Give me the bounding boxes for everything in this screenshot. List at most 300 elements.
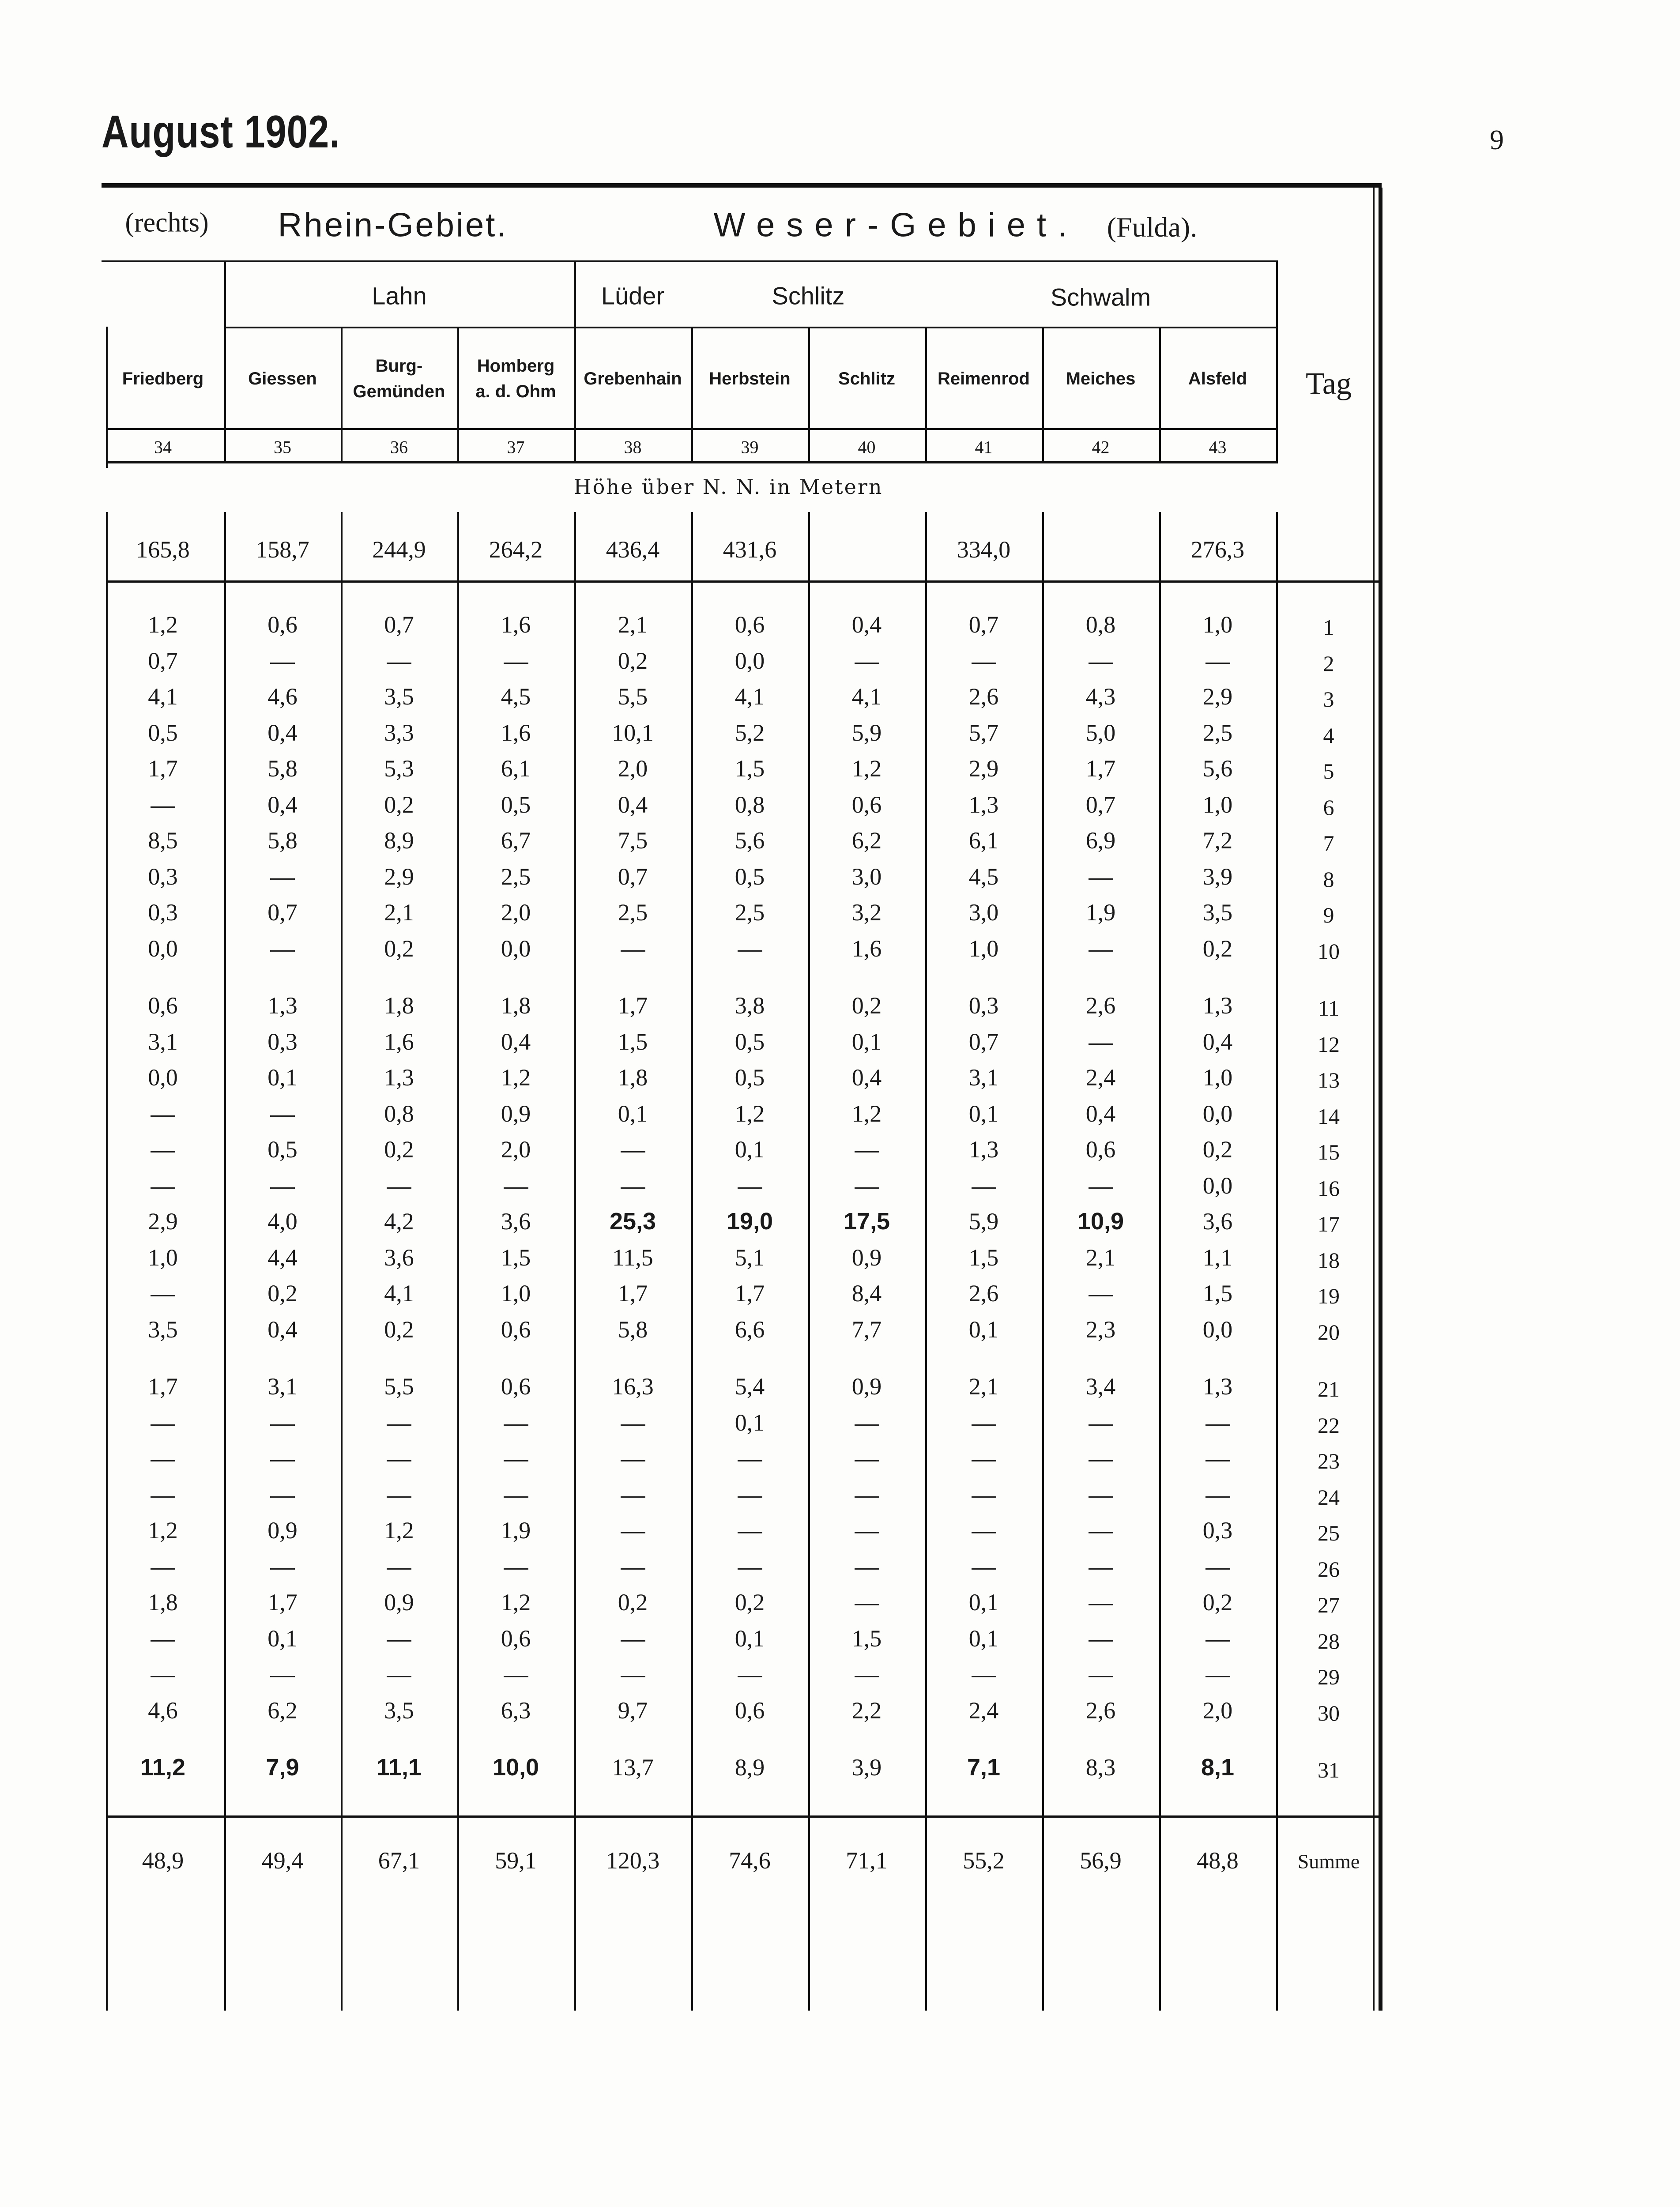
value-day26-col39 bbox=[738, 1553, 762, 1580]
value-day4-col36: 3,3 bbox=[384, 719, 414, 746]
weser-region-label: Weser-Gebiet. bbox=[713, 206, 1079, 244]
sum-value-42: 56,9 bbox=[1080, 1847, 1122, 1874]
value-day4-col39: 5,2 bbox=[735, 719, 765, 746]
value-day9-col41: 3,0 bbox=[968, 899, 999, 926]
value-day17-col34: 2,9 bbox=[148, 1208, 178, 1235]
value-day25-col43: 0,3 bbox=[1202, 1517, 1233, 1544]
column-rule-5-body bbox=[691, 512, 693, 2011]
day-label-28: 28 bbox=[1318, 1628, 1340, 1653]
dash-mark bbox=[270, 950, 295, 952]
value-day21-col35: 3,1 bbox=[267, 1373, 298, 1400]
value-day13-col40: 0,4 bbox=[851, 1064, 882, 1091]
value-day15-col37: 2,0 bbox=[501, 1136, 531, 1163]
value-day17-col38: 25,3 bbox=[609, 1208, 656, 1235]
value-day6-col43: 1,0 bbox=[1202, 791, 1233, 818]
value-day10-col39 bbox=[738, 935, 762, 962]
value-day20-col35: 0,4 bbox=[267, 1316, 298, 1343]
value-day9-col42: 1,9 bbox=[1085, 899, 1116, 926]
value-day20-col41: 0,1 bbox=[968, 1316, 999, 1343]
dash-mark bbox=[504, 1424, 528, 1426]
value-day28-col38 bbox=[621, 1625, 645, 1652]
dash-mark bbox=[855, 1424, 879, 1426]
dash-mark bbox=[1089, 1295, 1113, 1296]
value-day16-col37 bbox=[504, 1172, 528, 1199]
dash-mark bbox=[738, 950, 762, 952]
dash-mark bbox=[1205, 1460, 1230, 1461]
station-number-41: 41 bbox=[975, 437, 993, 457]
value-day16-col34 bbox=[151, 1172, 175, 1199]
value-day2-col35 bbox=[270, 647, 295, 674]
sum-value-38: 120,3 bbox=[606, 1847, 660, 1874]
fulda-label: (Fulda). bbox=[1107, 211, 1198, 243]
value-day22-col40 bbox=[855, 1409, 879, 1436]
dash-mark bbox=[738, 1460, 762, 1461]
station-number-39: 39 bbox=[741, 437, 759, 457]
dash-mark bbox=[270, 1424, 295, 1426]
value-day4-col34: 0,5 bbox=[148, 719, 178, 746]
value-day20-col39: 6,6 bbox=[735, 1316, 765, 1343]
dash-mark bbox=[855, 1676, 879, 1677]
day-label-1: 1 bbox=[1323, 615, 1334, 640]
value-day13-col39: 0,5 bbox=[735, 1064, 765, 1091]
value-day3-col34: 4,1 bbox=[148, 683, 178, 710]
day-label-30: 30 bbox=[1318, 1700, 1340, 1725]
dash-mark bbox=[1205, 1424, 1230, 1426]
value-day1-col42: 0,8 bbox=[1085, 611, 1116, 638]
value-day18-col35: 4,4 bbox=[267, 1244, 298, 1271]
page-title: August 1902. bbox=[102, 106, 340, 158]
day-label-2: 2 bbox=[1323, 651, 1334, 676]
value-day21-col38: 16,3 bbox=[612, 1373, 654, 1400]
value-day2-col41 bbox=[972, 647, 996, 674]
value-day8-col37: 2,5 bbox=[501, 863, 531, 890]
value-day30-col36: 3,5 bbox=[384, 1697, 414, 1724]
value-day12-col38: 1,5 bbox=[618, 1028, 648, 1055]
value-day30-col43: 2,0 bbox=[1202, 1697, 1233, 1724]
value-day10-col41: 1,0 bbox=[968, 935, 999, 962]
dash-mark bbox=[1205, 1496, 1230, 1498]
value-day18-col41: 1,5 bbox=[968, 1244, 999, 1271]
tag-label: Tag bbox=[1306, 367, 1352, 401]
value-day24-col37 bbox=[504, 1481, 528, 1508]
value-day6-col42: 0,7 bbox=[1085, 791, 1116, 818]
dash-mark bbox=[151, 1568, 175, 1570]
dash-mark bbox=[504, 1460, 528, 1461]
value-day27-col38: 0,2 bbox=[618, 1589, 648, 1616]
dash-mark bbox=[1205, 663, 1230, 664]
station-number-40: 40 bbox=[858, 437, 876, 457]
value-day26-col36 bbox=[387, 1553, 411, 1580]
value-day30-col42: 2,6 bbox=[1085, 1697, 1116, 1724]
value-day10-col38 bbox=[621, 935, 645, 962]
value-day17-col35: 4,0 bbox=[267, 1208, 298, 1235]
dash-mark bbox=[151, 1295, 175, 1296]
value-day30-col39: 0,6 bbox=[735, 1697, 765, 1724]
value-day3-col40: 4,1 bbox=[851, 683, 882, 710]
value-day20-col43: 0,0 bbox=[1202, 1316, 1233, 1343]
value-day5-col37: 6,1 bbox=[501, 755, 531, 782]
left-edge-lower-rule bbox=[106, 512, 108, 2011]
value-day9-col34: 0,3 bbox=[148, 899, 178, 926]
value-day22-col38 bbox=[621, 1409, 645, 1436]
value-day18-col42: 2,1 bbox=[1085, 1244, 1116, 1271]
value-day10-col35 bbox=[270, 935, 295, 962]
dash-mark bbox=[621, 1676, 645, 1677]
value-day14-col42: 0,4 bbox=[1085, 1100, 1116, 1127]
value-day10-col40: 1,6 bbox=[851, 935, 882, 962]
value-day24-col40 bbox=[855, 1481, 879, 1508]
day-label-13: 13 bbox=[1318, 1068, 1340, 1092]
value-day21-col42: 3,4 bbox=[1085, 1373, 1116, 1400]
dash-mark bbox=[1089, 1532, 1113, 1533]
value-day25-col40 bbox=[855, 1517, 879, 1544]
value-day14-col43: 0,0 bbox=[1202, 1100, 1233, 1127]
value-day7-col37: 6,7 bbox=[501, 827, 531, 854]
day-label-8: 8 bbox=[1323, 866, 1334, 892]
value-day20-col34: 3,5 bbox=[148, 1316, 178, 1343]
value-day9-col40: 3,2 bbox=[851, 899, 882, 926]
column-rule-1-head bbox=[224, 260, 226, 463]
value-day30-col41: 2,4 bbox=[968, 1697, 999, 1724]
value-day14-col39: 1,2 bbox=[735, 1100, 765, 1127]
value-day8-col42 bbox=[1089, 863, 1113, 890]
value-day19-col42 bbox=[1089, 1280, 1113, 1307]
value-day1-col36: 0,7 bbox=[384, 611, 414, 638]
value-day3-col36: 3,5 bbox=[384, 683, 414, 710]
dash-mark bbox=[621, 1151, 645, 1152]
value-day24-col34 bbox=[151, 1481, 175, 1508]
dash-mark bbox=[270, 1496, 295, 1498]
summe-label: Summe bbox=[1297, 1850, 1360, 1873]
value-day10-col42 bbox=[1089, 935, 1113, 962]
value-day22-col41 bbox=[972, 1409, 996, 1436]
sum-value-41: 55,2 bbox=[963, 1847, 1005, 1874]
dash-mark bbox=[1089, 950, 1113, 952]
value-day30-col34: 4,6 bbox=[148, 1697, 178, 1724]
value-day16-col40 bbox=[855, 1172, 879, 1199]
value-day11-col42: 2,6 bbox=[1085, 992, 1116, 1019]
station-name-2: Giessen bbox=[248, 369, 317, 388]
value-day2-col42 bbox=[1089, 647, 1113, 674]
value-day26-col42 bbox=[1089, 1553, 1113, 1580]
station-height-38: 436,4 bbox=[606, 536, 660, 563]
dash-mark bbox=[1089, 1676, 1113, 1677]
column-rule-9-body bbox=[1159, 512, 1161, 2011]
station-name-7: Schlitz bbox=[838, 369, 895, 388]
value-day16-col36 bbox=[387, 1172, 411, 1199]
value-day12-col35: 0,3 bbox=[267, 1028, 298, 1055]
dash-mark bbox=[621, 1187, 645, 1189]
dash-mark bbox=[855, 663, 879, 664]
value-day13-col36: 1,3 bbox=[384, 1064, 414, 1091]
column-rule-4-body bbox=[574, 512, 576, 2011]
dash-mark bbox=[387, 1424, 411, 1426]
value-day25-col37: 1,9 bbox=[501, 1517, 531, 1544]
value-day25-col38 bbox=[621, 1517, 645, 1544]
column-rule-3-head bbox=[457, 327, 459, 463]
dash-mark bbox=[504, 1496, 528, 1498]
station-height-34: 165,8 bbox=[136, 536, 190, 563]
value-day23-col39 bbox=[738, 1445, 762, 1472]
sum-top-rule bbox=[106, 1815, 1382, 1818]
dash-mark bbox=[972, 1676, 996, 1677]
value-day26-col41 bbox=[972, 1553, 996, 1580]
dash-mark bbox=[738, 1676, 762, 1677]
value-day30-col37: 6,3 bbox=[501, 1697, 531, 1724]
value-day23-col35 bbox=[270, 1445, 295, 1472]
day-label-15: 15 bbox=[1318, 1140, 1340, 1164]
column-rule-1-body bbox=[224, 512, 226, 2011]
value-day15-col43: 0,2 bbox=[1202, 1136, 1233, 1163]
value-day29-col34 bbox=[151, 1661, 175, 1688]
rechts-label: (rechts) bbox=[125, 207, 209, 238]
day-label-29: 29 bbox=[1318, 1665, 1340, 1689]
dash-mark bbox=[151, 1496, 175, 1498]
value-day26-col38 bbox=[621, 1553, 645, 1580]
value-day23-col37 bbox=[504, 1445, 528, 1472]
value-day4-col40: 5,9 bbox=[851, 719, 882, 746]
value-day21-col34: 1,7 bbox=[148, 1373, 178, 1400]
value-day31-col36: 11,1 bbox=[376, 1754, 422, 1781]
station-name-4: Homberg a. d. Ohm bbox=[475, 356, 556, 401]
value-day12-col43: 0,4 bbox=[1202, 1028, 1233, 1055]
value-day4-col38: 10,1 bbox=[612, 719, 654, 746]
dash-mark bbox=[1089, 1604, 1113, 1605]
day-label-25: 25 bbox=[1318, 1521, 1340, 1545]
value-day18-col40: 0,9 bbox=[851, 1244, 882, 1271]
dash-mark bbox=[738, 1187, 762, 1189]
value-day21-col40: 0,9 bbox=[851, 1373, 882, 1400]
day-label-12: 12 bbox=[1318, 1032, 1340, 1057]
value-day18-col34: 1,0 bbox=[148, 1244, 178, 1271]
value-day26-col40 bbox=[855, 1553, 879, 1580]
value-day6-col39: 0,8 bbox=[735, 791, 765, 818]
value-day22-col36 bbox=[387, 1409, 411, 1436]
sum-value-40: 71,1 bbox=[846, 1847, 888, 1874]
value-day3-col41: 2,6 bbox=[968, 683, 999, 710]
value-day24-col36 bbox=[387, 1481, 411, 1508]
dash-mark bbox=[972, 1424, 996, 1426]
value-day30-col35: 6,2 bbox=[267, 1697, 298, 1724]
value-day5-col34: 1,7 bbox=[148, 755, 178, 782]
value-day8-col39: 0,5 bbox=[735, 863, 765, 890]
value-day18-col36: 3,6 bbox=[384, 1244, 414, 1271]
dash-mark bbox=[855, 1187, 879, 1189]
value-day6-col34 bbox=[151, 791, 175, 818]
page-number: 9 bbox=[1490, 124, 1504, 155]
dash-mark bbox=[621, 1532, 645, 1533]
group-header-rule bbox=[224, 327, 1277, 328]
value-day15-col39: 0,1 bbox=[735, 1136, 765, 1163]
value-day20-col40: 7,7 bbox=[851, 1316, 882, 1343]
river-group-schwalm: Schwalm bbox=[1050, 283, 1151, 311]
station-height-41: 334,0 bbox=[957, 536, 1011, 563]
value-day1-col39: 0,6 bbox=[735, 611, 765, 638]
value-day12-col36: 1,6 bbox=[384, 1028, 414, 1055]
dash-mark bbox=[1089, 1043, 1113, 1045]
column-rule-2-body bbox=[341, 512, 343, 2011]
value-day16-col42 bbox=[1089, 1172, 1113, 1199]
dash-mark bbox=[621, 1568, 645, 1570]
value-day10-col37: 0,0 bbox=[501, 935, 531, 962]
column-rule-2-head bbox=[341, 327, 343, 463]
dash-mark bbox=[387, 1676, 411, 1677]
value-day3-col38: 5,5 bbox=[618, 683, 648, 710]
value-day6-col41: 1,3 bbox=[968, 791, 999, 818]
value-day9-col35: 0,7 bbox=[267, 899, 298, 926]
value-day17-col36: 4,2 bbox=[384, 1208, 414, 1235]
sum-value-37: 59,1 bbox=[495, 1847, 537, 1874]
dash-mark bbox=[972, 1187, 996, 1189]
column-rule-7-body bbox=[925, 512, 927, 2011]
value-day18-col38: 11,5 bbox=[612, 1244, 653, 1271]
dash-mark bbox=[151, 806, 175, 808]
value-day29-col36 bbox=[387, 1661, 411, 1688]
dash-mark bbox=[855, 1532, 879, 1533]
value-day4-col35: 0,4 bbox=[267, 719, 298, 746]
value-day28-col41: 0,1 bbox=[968, 1625, 999, 1652]
value-day5-col41: 2,9 bbox=[968, 755, 999, 782]
dash-mark bbox=[621, 1460, 645, 1461]
dash-mark bbox=[1089, 1496, 1113, 1498]
value-day1-col41: 0,7 bbox=[968, 611, 999, 638]
column-rule-7-head bbox=[925, 327, 927, 463]
value-day29-col35 bbox=[270, 1661, 295, 1688]
column-rule-4-head bbox=[574, 260, 576, 463]
column-rule-10-head bbox=[1276, 260, 1278, 463]
value-day28-col40: 1,5 bbox=[851, 1625, 882, 1652]
value-day7-col34: 8,5 bbox=[148, 827, 178, 854]
value-day14-col35 bbox=[270, 1100, 295, 1127]
value-day11-col40: 0,2 bbox=[851, 992, 882, 1019]
value-day31-col42: 8,3 bbox=[1085, 1754, 1116, 1781]
value-day19-col41: 2,6 bbox=[968, 1280, 999, 1307]
value-day2-col37 bbox=[504, 647, 528, 674]
value-day24-col38 bbox=[621, 1481, 645, 1508]
value-day26-col34 bbox=[151, 1553, 175, 1580]
value-day5-col39: 1,5 bbox=[735, 755, 765, 782]
dash-mark bbox=[387, 1640, 411, 1642]
value-day2-col39: 0,0 bbox=[735, 647, 765, 674]
value-day28-col42 bbox=[1089, 1625, 1113, 1652]
column-rule-8-body bbox=[1042, 512, 1044, 2011]
dash-mark bbox=[621, 1640, 645, 1642]
dash-mark bbox=[855, 1604, 879, 1605]
value-day19-col36: 4,1 bbox=[384, 1280, 414, 1307]
value-day6-col40: 0,6 bbox=[851, 791, 882, 818]
dash-mark bbox=[151, 1187, 175, 1189]
value-day31-col37: 10,0 bbox=[492, 1754, 539, 1781]
value-day19-col39: 1,7 bbox=[735, 1280, 765, 1307]
station-height-39: 431,6 bbox=[723, 536, 777, 563]
day-label-7: 7 bbox=[1323, 831, 1334, 855]
dash-mark bbox=[972, 1460, 996, 1461]
value-day7-col38: 7,5 bbox=[618, 827, 648, 854]
value-day19-col34 bbox=[151, 1280, 175, 1307]
dash-mark bbox=[972, 1532, 996, 1533]
value-day20-col36: 0,2 bbox=[384, 1316, 414, 1343]
value-day8-col35 bbox=[270, 863, 295, 890]
value-day27-col41: 0,1 bbox=[968, 1589, 999, 1616]
value-day11-col37: 1,8 bbox=[501, 992, 531, 1019]
value-day10-col34: 0,0 bbox=[148, 935, 178, 962]
value-day28-col37: 0,6 bbox=[501, 1625, 531, 1652]
value-day31-col34: 11,2 bbox=[140, 1754, 186, 1781]
value-day19-col43: 1,5 bbox=[1202, 1280, 1233, 1307]
value-day15-col36: 0,2 bbox=[384, 1136, 414, 1163]
river-group-schlitz: Schlitz bbox=[772, 282, 845, 310]
right-thin-rule bbox=[1373, 188, 1375, 2011]
value-day29-col38 bbox=[621, 1661, 645, 1688]
top-thick-rule bbox=[102, 183, 1382, 188]
value-day24-col41 bbox=[972, 1481, 996, 1508]
value-day6-col36: 0,2 bbox=[384, 791, 414, 818]
dash-mark bbox=[1205, 1640, 1230, 1642]
data-top-rule bbox=[106, 580, 1382, 583]
dash-mark bbox=[1089, 1568, 1113, 1570]
dash-mark bbox=[387, 1568, 411, 1570]
value-day28-col36 bbox=[387, 1625, 411, 1652]
value-day22-col35 bbox=[270, 1409, 295, 1436]
value-day25-col35: 0,9 bbox=[267, 1517, 298, 1544]
station-number-38: 38 bbox=[624, 437, 642, 457]
day-label-31: 31 bbox=[1318, 1758, 1340, 1782]
value-day2-col36 bbox=[387, 647, 411, 674]
value-day23-col40 bbox=[855, 1445, 879, 1472]
value-day13-col43: 1,0 bbox=[1202, 1064, 1233, 1091]
station-number-36: 36 bbox=[390, 437, 408, 457]
dash-mark bbox=[1089, 878, 1113, 880]
station-name-3: Burg- Gemünden bbox=[353, 356, 445, 401]
value-day31-col43: 8,1 bbox=[1201, 1754, 1235, 1781]
day-label-16: 16 bbox=[1318, 1175, 1340, 1201]
value-day27-col34: 1,8 bbox=[148, 1589, 178, 1616]
value-day22-col43 bbox=[1205, 1409, 1230, 1436]
dash-mark bbox=[1205, 1568, 1230, 1570]
station-number-42: 42 bbox=[1092, 437, 1110, 457]
value-day6-col38: 0,4 bbox=[618, 791, 648, 818]
value-day19-col37: 1,0 bbox=[501, 1280, 531, 1307]
value-day7-col40: 6,2 bbox=[851, 827, 882, 854]
value-day21-col39: 5,4 bbox=[735, 1373, 765, 1400]
value-day29-col43 bbox=[1205, 1661, 1230, 1688]
day-label-9: 9 bbox=[1323, 903, 1334, 927]
value-day16-col43: 0,0 bbox=[1202, 1172, 1233, 1199]
dash-mark bbox=[972, 663, 996, 664]
value-day14-col41: 0,1 bbox=[968, 1100, 999, 1127]
value-day15-col34 bbox=[151, 1136, 175, 1163]
day-label-3: 3 bbox=[1323, 687, 1334, 712]
value-day25-col41 bbox=[972, 1517, 996, 1544]
column-rule-9-head bbox=[1159, 327, 1161, 463]
day-label-19: 19 bbox=[1318, 1284, 1340, 1308]
value-day28-col39: 0,1 bbox=[735, 1625, 765, 1652]
dash-mark bbox=[270, 1460, 295, 1461]
value-day9-col39: 2,5 bbox=[735, 899, 765, 926]
dash-mark bbox=[270, 1676, 295, 1677]
value-day9-col36: 2,1 bbox=[384, 899, 414, 926]
value-day13-col35: 0,1 bbox=[267, 1064, 298, 1091]
station-height-36: 244,9 bbox=[372, 536, 426, 563]
right-thick-rule bbox=[1379, 188, 1382, 2011]
value-day1-col40: 0,4 bbox=[851, 611, 882, 638]
value-day22-col37 bbox=[504, 1409, 528, 1436]
day-label-26: 26 bbox=[1318, 1556, 1340, 1582]
value-day1-col34: 1,2 bbox=[148, 611, 178, 638]
value-day7-col35: 5,8 bbox=[267, 827, 298, 854]
value-day27-col43: 0,2 bbox=[1202, 1589, 1233, 1616]
day-label-4: 4 bbox=[1323, 723, 1334, 748]
